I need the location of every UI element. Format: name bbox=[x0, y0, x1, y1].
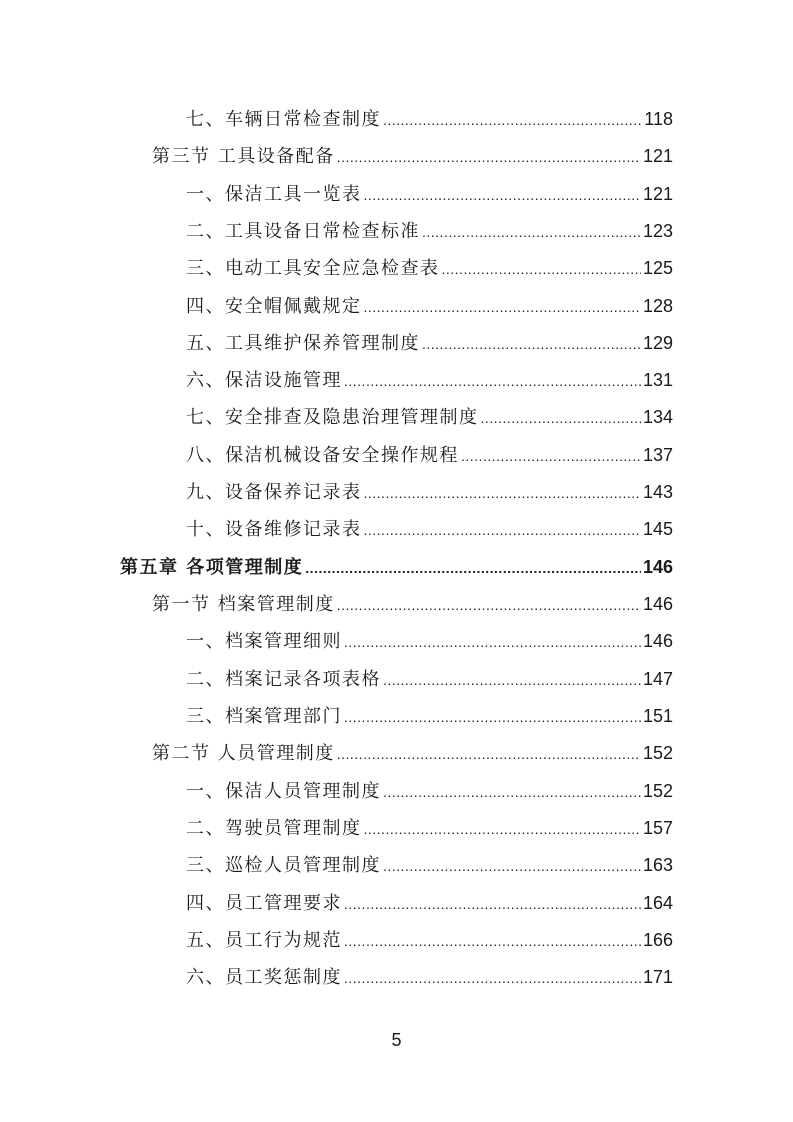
toc-entry-page: 123 bbox=[642, 221, 673, 241]
dot-leader bbox=[344, 964, 641, 992]
toc-entry-title: 五、工具维护保养管理制度 bbox=[186, 333, 420, 354]
toc-entry-title: 第二节 人员管理制度 bbox=[152, 743, 335, 764]
toc-entry[interactable] bbox=[186, 180, 673, 208]
toc-entry-page: 163 bbox=[642, 855, 673, 875]
dot-leader bbox=[383, 852, 641, 880]
dot-leader bbox=[305, 554, 641, 582]
toc-entry-page: 171 bbox=[642, 967, 673, 987]
toc-entry-title: 三、电动工具安全应急检查表 bbox=[186, 258, 440, 279]
toc-entry-page: 125 bbox=[642, 258, 673, 278]
toc-entry[interactable] bbox=[186, 105, 673, 133]
dot-leader bbox=[344, 628, 641, 656]
toc-entry[interactable] bbox=[186, 702, 673, 730]
toc-entry-title: 十、设备维修记录表 bbox=[186, 519, 362, 540]
toc-entry-title: 七、安全排查及隐患治理管理制度 bbox=[186, 407, 479, 428]
toc-entry-page: 131 bbox=[642, 370, 673, 390]
toc-entry-title: 六、员工奖惩制度 bbox=[186, 967, 342, 988]
toc-entry[interactable] bbox=[186, 851, 673, 879]
toc-entry-title: 二、工具设备日常检查标准 bbox=[186, 221, 420, 242]
toc-entry-title: 一、保洁工具一览表 bbox=[186, 184, 362, 205]
toc-entry[interactable] bbox=[152, 142, 673, 170]
toc-entry[interactable] bbox=[152, 590, 673, 618]
toc-entry-page: 143 bbox=[642, 482, 673, 502]
toc-entry-title: 第五章 各项管理制度 bbox=[120, 557, 304, 578]
toc-entry[interactable] bbox=[186, 963, 673, 991]
toc-entry[interactable] bbox=[186, 627, 673, 655]
toc-entry[interactable] bbox=[186, 292, 673, 320]
toc-entry-page: 151 bbox=[642, 706, 673, 726]
toc-entry[interactable] bbox=[186, 777, 673, 805]
dot-leader bbox=[344, 367, 641, 395]
toc-entry-title: 一、保洁人员管理制度 bbox=[186, 781, 381, 802]
toc-entry-page: 118 bbox=[644, 109, 673, 129]
toc-entry-page: 146 bbox=[642, 631, 673, 651]
toc-entry-page: 146 bbox=[642, 557, 673, 577]
toc-entry[interactable] bbox=[186, 926, 673, 954]
toc-entry-page: 164 bbox=[642, 893, 673, 913]
toc-entry-page: 121 bbox=[642, 146, 673, 166]
toc-entry[interactable] bbox=[152, 739, 673, 767]
toc-entry-title: 二、档案记录各项表格 bbox=[186, 669, 381, 690]
dot-leader bbox=[383, 778, 641, 806]
toc-entry-title: 六、保洁设施管理 bbox=[186, 370, 342, 391]
toc-entry-title: 三、档案管理部门 bbox=[186, 706, 342, 727]
toc-entry[interactable] bbox=[186, 441, 673, 469]
toc-entry-page: 152 bbox=[642, 781, 673, 801]
toc-entry-page: 145 bbox=[642, 519, 673, 539]
toc-entry[interactable] bbox=[186, 889, 673, 917]
toc-entry[interactable] bbox=[186, 814, 673, 842]
dot-leader bbox=[337, 740, 641, 768]
dot-leader bbox=[383, 666, 641, 694]
toc-entry-title: 三、巡检人员管理制度 bbox=[186, 855, 381, 876]
dot-leader bbox=[344, 703, 641, 731]
toc-entry-page: 146 bbox=[642, 594, 673, 614]
toc-entry-page: 128 bbox=[642, 296, 673, 316]
toc-entry-title: 第一节 档案管理制度 bbox=[152, 594, 335, 615]
toc-entry-title: 四、员工管理要求 bbox=[186, 893, 342, 914]
dot-leader bbox=[364, 293, 641, 321]
dot-leader bbox=[364, 479, 641, 507]
toc-entry-page: 137 bbox=[642, 445, 673, 465]
dot-leader bbox=[364, 815, 641, 843]
toc-entry[interactable] bbox=[186, 403, 673, 431]
toc-entry[interactable] bbox=[186, 515, 673, 543]
toc-entry-page: 147 bbox=[642, 669, 673, 689]
toc-entry[interactable] bbox=[186, 329, 673, 357]
toc-chapter-entry[interactable] bbox=[120, 553, 673, 581]
dot-leader bbox=[481, 404, 641, 432]
dot-leader bbox=[344, 890, 641, 918]
toc-entry-title: 五、员工行为规范 bbox=[186, 930, 342, 951]
dot-leader bbox=[344, 927, 641, 955]
dot-leader bbox=[337, 591, 641, 619]
dot-leader bbox=[364, 516, 641, 544]
toc-entry-page: 152 bbox=[642, 743, 673, 763]
toc-entry-title: 九、设备保养记录表 bbox=[186, 482, 362, 503]
toc-entry-title: 八、保洁机械设备安全操作规程 bbox=[186, 445, 459, 466]
toc-entry-title: 七、车辆日常检查制度 bbox=[186, 109, 381, 130]
toc-entry-page: 157 bbox=[642, 818, 673, 838]
toc-entry-page: 134 bbox=[642, 407, 673, 427]
toc-entry-page: 166 bbox=[642, 930, 673, 950]
dot-leader bbox=[461, 442, 641, 470]
toc-entry[interactable] bbox=[186, 478, 673, 506]
dot-leader bbox=[422, 218, 641, 246]
toc-entry-page: 129 bbox=[642, 333, 673, 353]
dot-leader bbox=[442, 255, 641, 283]
toc-entry[interactable] bbox=[186, 665, 673, 693]
toc-entry-title: 二、驾驶员管理制度 bbox=[186, 818, 362, 839]
toc-entry-page: 121 bbox=[642, 184, 673, 204]
page-number: 5 bbox=[391, 1030, 402, 1050]
dot-leader bbox=[422, 330, 641, 358]
dot-leader bbox=[337, 143, 641, 171]
dot-leader bbox=[364, 181, 641, 209]
toc-entry[interactable] bbox=[186, 254, 673, 282]
dot-leader bbox=[383, 106, 642, 134]
toc-entry-title: 一、档案管理细则 bbox=[186, 631, 342, 652]
toc-entry[interactable] bbox=[186, 217, 673, 245]
toc-entry[interactable] bbox=[186, 366, 673, 394]
toc-entry-title: 第三节 工具设备配备 bbox=[152, 146, 335, 167]
toc-entry-title: 四、安全帽佩戴规定 bbox=[186, 296, 362, 317]
